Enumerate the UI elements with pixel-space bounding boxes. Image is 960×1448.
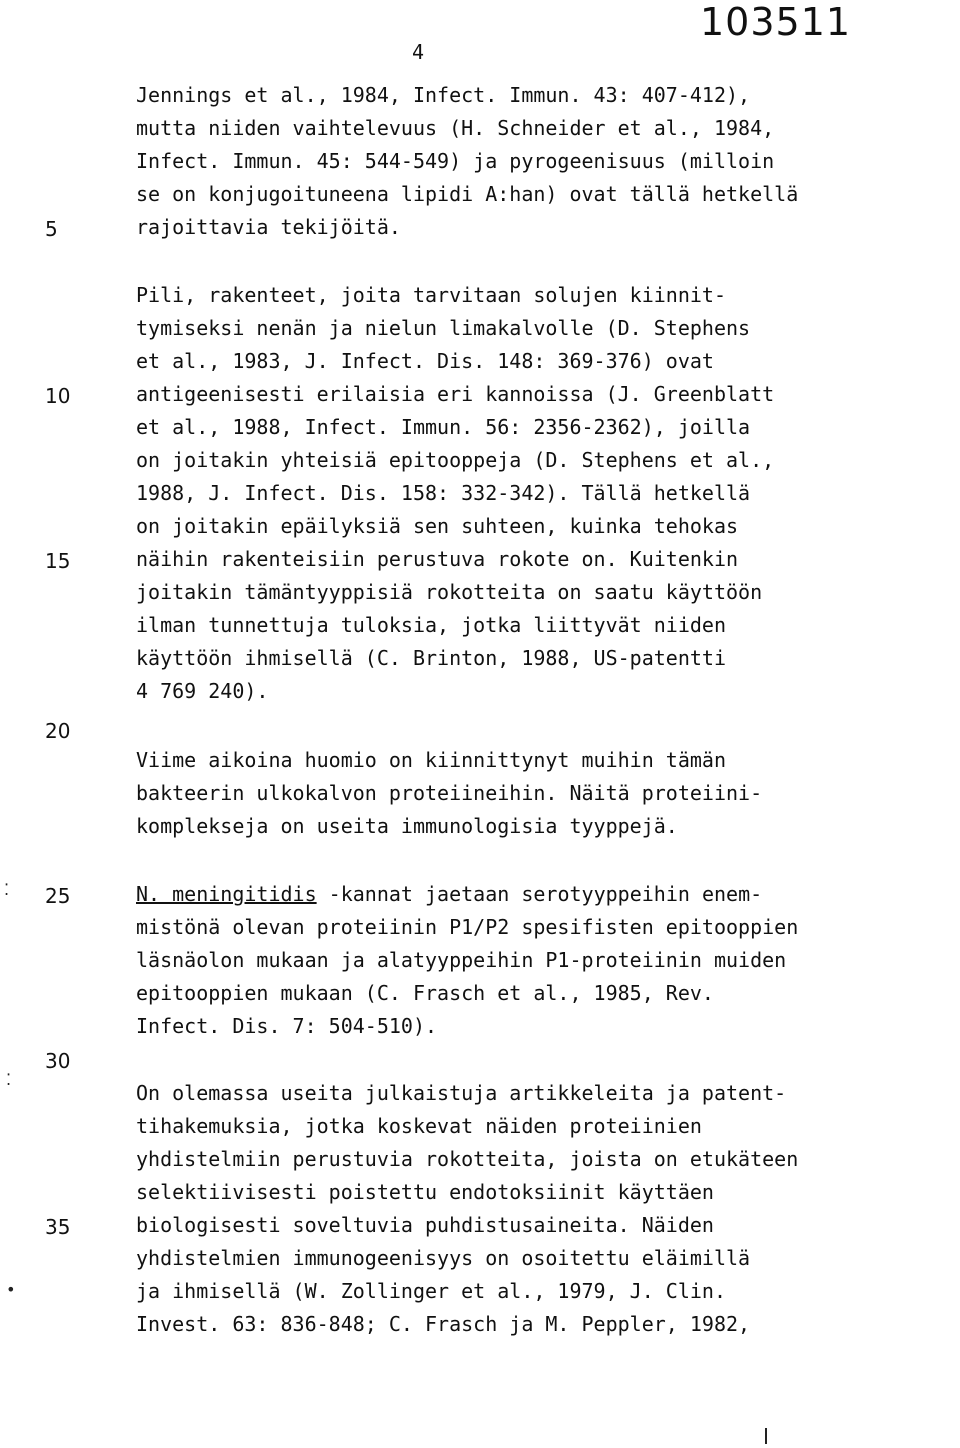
text-line: On olemassa useita julkaistuja artikkeleita ja patent- <box>136 1081 787 1105</box>
text-line: tihakemuksia, jotka koskevat näiden proteiinien <box>136 1114 702 1138</box>
page-number: 4 <box>412 40 425 64</box>
text-line: ilman tunnettuja tuloksia, jotka liittyvät niiden <box>136 613 727 637</box>
text-line: Infect. Immun. 45: 544-549) ja pyrogeenisuus (milloin <box>136 149 775 173</box>
text-line: 4 769 240). <box>136 679 269 703</box>
text-line <box>136 884 762 904</box>
text-line: se on konjugoituneena lipidi A:han) ovat tällä hetkellä <box>136 182 799 206</box>
scan-mark-icon: • <box>6 1280 16 1299</box>
margin-line-number: 10 <box>45 384 71 408</box>
text-line: joitakin tämäntyyppisiä rokotteita on saatu käyttöön <box>136 580 763 604</box>
text-line: käyttöön ihmisellä (C. Brinton, 1988, US-patentti <box>136 646 727 670</box>
margin-line-number: 5 <box>45 217 58 241</box>
text-line: Jennings et al., 1984, Infect. Immun. 43: 407-412), <box>136 83 751 107</box>
text-line: Invest. 63: 836-848; C. Frasch ja M. Peppler, 1982, <box>136 1312 751 1336</box>
text-line: tymiseksi nenän ja nielun limakalvolle (D. Stephens <box>136 316 751 340</box>
margin-line-number: 30 <box>45 1049 71 1073</box>
text-line: et al., 1983, J. Infect. Dis. 148: 369-376) ovat <box>136 349 714 373</box>
text-line: antigeenisesti erilaisia eri kannoissa (J. Greenblatt <box>136 382 775 406</box>
text-line: on joitakin epäilyksiä sen suhteen, kuinka tehokas <box>136 514 739 538</box>
text-line: selektiivisesti poistettu endotoksiinit käyttäen <box>136 1180 714 1204</box>
text-line: 1988, J. Infect. Dis. 158: 332-342). Tällä hetkellä <box>136 481 751 505</box>
species-name: N. meningitidis <box>136 882 317 906</box>
text-line: bakteerin ulkokalvon proteiineihin. Näitä proteiini- <box>136 781 763 805</box>
scan-mark-icon <box>765 1428 767 1444</box>
text-line: biologisesti soveltuvia puhdistusaineita. Näiden <box>136 1213 714 1237</box>
text-line: epitooppien mukaan (C. Frasch et al., 1985, Rev. <box>136 981 714 1005</box>
text-line: yhdistelmiin perustuvia rokotteita, joista on etukäteen <box>136 1147 799 1171</box>
text-line: ja ihmisellä (W. Zollinger et al., 1979, J. Clin. <box>136 1279 727 1303</box>
text-line: mutta niiden vaihtelevuus (H. Schneider et al., 1984, <box>136 116 775 140</box>
text-fragment: -kannat jaetaan serotyyppeihin enem- <box>328 882 763 906</box>
text-line: Infect. Dis. 7: 504-510). <box>136 1014 438 1038</box>
text-line: et al., 1988, Infect. Immun. 56: 2356-2362), joilla <box>136 415 751 439</box>
margin-line-number: 20 <box>45 719 71 743</box>
scan-mark-icon: ⁚ <box>4 880 10 899</box>
text-line: on joitakin yhteisiä epitooppeja (D. Stephens et al., <box>136 448 775 472</box>
text-line: Viime aikoina huomio on kiinnittynyt muihin tämän <box>136 748 727 772</box>
scan-mark-icon: ⁚ <box>6 1070 12 1089</box>
margin-line-number: 25 <box>45 884 71 908</box>
text-line: yhdistelmien immunogeenisyys on osoitettu eläimillä <box>136 1246 751 1270</box>
text-line: läsnäolon mukaan ja alatyyppeihin P1-proteiinin muiden <box>136 948 787 972</box>
text-line: rajoittavia tekijöitä. <box>136 215 401 239</box>
margin-line-number: 35 <box>45 1215 71 1239</box>
text-line: mistönä olevan proteiinin P1/P2 spesifisten epitooppien <box>136 915 799 939</box>
text-line: Pili, rakenteet, joita tarvitaan solujen kiinnit- <box>136 283 727 307</box>
margin-line-number: 15 <box>45 549 71 573</box>
text-line: komplekseja on useita immunologisia tyyppejä. <box>136 814 678 838</box>
document-number: 103511 <box>700 0 852 44</box>
text-line: näihin rakenteisiin perustuva rokote on. Kuitenkin <box>136 547 739 571</box>
